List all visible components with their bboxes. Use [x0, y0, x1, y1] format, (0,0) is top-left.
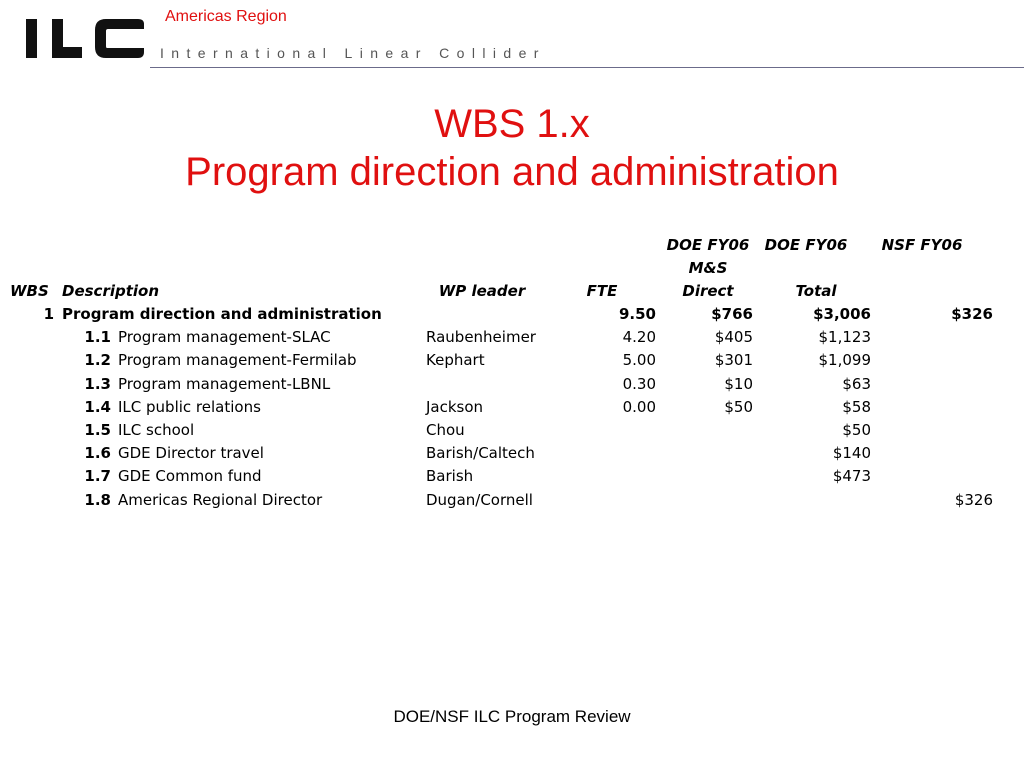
row-wbs: 1.5	[84, 421, 111, 439]
row-wp-leader: Barish/Caltech	[426, 444, 535, 462]
table-row	[0, 328, 1024, 346]
row-total: $50	[842, 421, 871, 439]
header-row-3	[0, 282, 1024, 300]
table-row	[0, 421, 1024, 439]
row-wbs: 1.1	[84, 328, 111, 346]
row-fte: 5.00	[622, 351, 656, 369]
row-wbs: 1.8	[84, 491, 111, 509]
row-total: $3,006	[813, 305, 871, 323]
header-doe-ms-line1: DOE FY06	[666, 236, 750, 254]
table-row	[0, 305, 1024, 323]
row-description: Americas Regional Director	[118, 491, 323, 509]
row-ms-direct: $301	[714, 351, 753, 369]
row-nsf: $326	[951, 305, 993, 323]
table-row	[0, 351, 1024, 369]
row-fte: 9.50	[618, 305, 656, 323]
row-description: Program management-Fermilab	[118, 351, 357, 369]
table-row	[0, 491, 1024, 509]
row-description: GDE Director travel	[118, 444, 264, 462]
header-doe-total-line1: DOE FY06	[764, 236, 848, 254]
header-doe-ms-line2: M&S	[688, 259, 728, 277]
row-ms-direct: $50	[724, 398, 753, 416]
row-description: Program management-LBNL	[118, 375, 331, 393]
row-wp-leader: Chou	[426, 421, 465, 439]
title-line-2: Program direction and administration	[185, 150, 839, 194]
row-total: $58	[842, 398, 871, 416]
row-description: GDE Common fund	[118, 467, 262, 485]
table-row	[0, 375, 1024, 393]
footer-text: DOE/NSF ILC Program Review	[393, 707, 631, 726]
row-wp-leader: Barish	[426, 467, 474, 485]
header-fte: FTE	[586, 282, 618, 300]
header-doe-ms-line3: Direct	[682, 282, 734, 300]
row-description: ILC school	[118, 421, 195, 439]
header-row-1	[0, 236, 1024, 254]
header-divider	[150, 67, 1024, 68]
row-wbs: 1.6	[84, 444, 111, 462]
row-total: $63	[842, 375, 871, 393]
row-wbs: 1	[43, 305, 54, 323]
row-fte: 0.30	[622, 375, 656, 393]
title-line-1: WBS 1.x	[434, 102, 590, 146]
header-row-2	[0, 259, 1024, 277]
row-wp-leader: Jackson	[426, 398, 484, 416]
row-fte: 0.00	[622, 398, 656, 416]
table-row	[0, 398, 1024, 416]
region-label: Americas Region	[165, 8, 287, 25]
row-fte: 4.20	[622, 328, 656, 346]
organization-subtitle: International Linear Collider	[160, 45, 546, 61]
header-doe-total-line3: Total	[795, 282, 837, 300]
row-description: Program direction and administration	[62, 305, 382, 323]
row-ms-direct: $766	[711, 305, 753, 323]
row-wbs: 1.7	[84, 467, 111, 485]
row-ms-direct: $10	[724, 375, 753, 393]
header-description: Description	[62, 282, 160, 300]
header-wbs: WBS	[10, 282, 49, 300]
row-total: $140	[832, 444, 871, 462]
row-wbs: 1.3	[84, 375, 111, 393]
row-total: $473	[832, 467, 871, 485]
header-nsf-line1: NSF FY06	[881, 236, 963, 254]
row-wp-leader: Raubenheimer	[426, 328, 536, 346]
row-description: ILC public relations	[118, 398, 261, 416]
row-total: $1,099	[818, 351, 871, 369]
ilc-logo	[22, 14, 152, 62]
header-wp-leader: WP leader	[438, 282, 526, 300]
row-wp-leader: Dugan/Cornell	[426, 491, 533, 509]
row-ms-direct: $405	[714, 328, 753, 346]
table-row	[0, 467, 1024, 485]
slide-title	[0, 100, 1024, 196]
row-wbs: 1.4	[84, 398, 111, 416]
row-wbs: 1.2	[84, 351, 111, 369]
table-row	[0, 444, 1024, 462]
row-wp-leader: Kephart	[426, 351, 485, 369]
row-description: Program management-SLAC	[118, 328, 331, 346]
row-total: $1,123	[818, 328, 871, 346]
row-nsf: $326	[954, 491, 993, 509]
